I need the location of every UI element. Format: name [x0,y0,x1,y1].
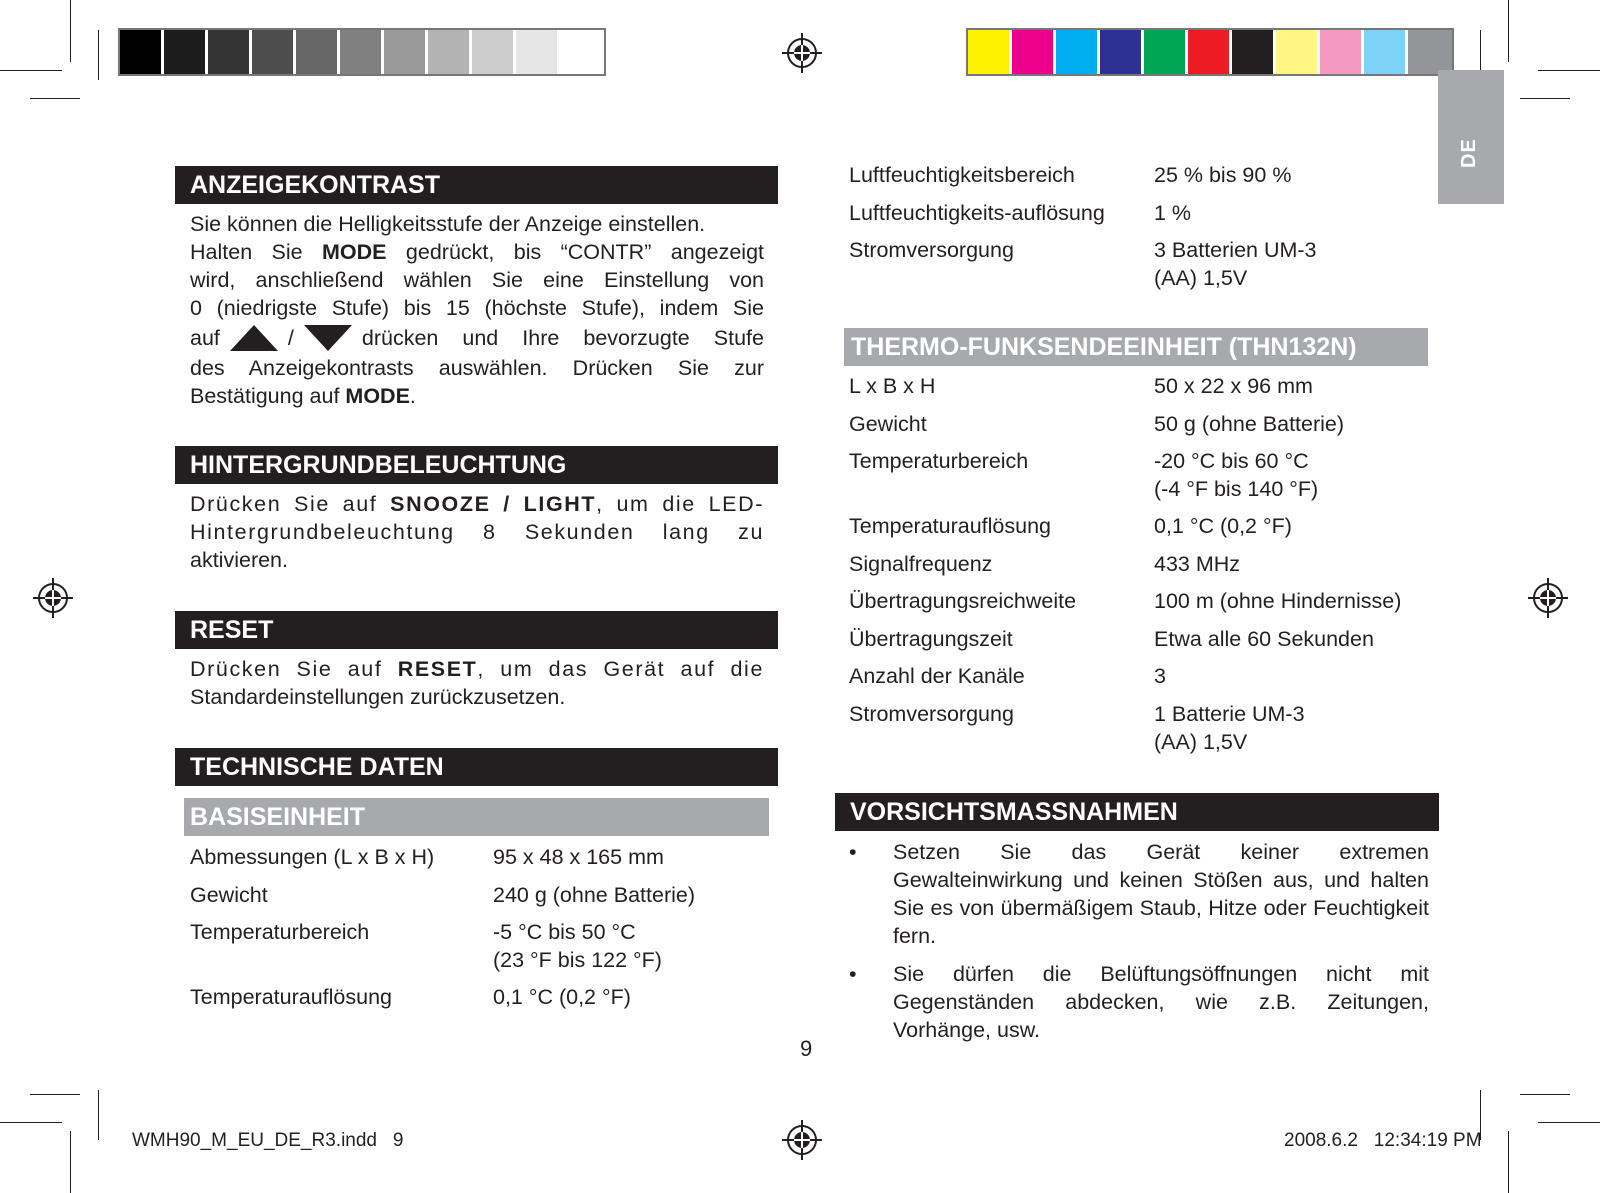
crop-mark [70,0,71,62]
crop-mark [1520,1094,1570,1095]
color-swatch [1188,30,1232,74]
kontrast-line: 0 (niedrigste Stufe) bis 15 (höchste Stufe), indem Sie [190,296,764,320]
crop-mark [1538,70,1600,71]
spec-label: Temperaturbereich [190,920,370,944]
kontrast-paragraph [190,210,764,410]
process-color-bar [966,28,1454,76]
spec-value: 3 Batterien UM-3 [1154,238,1317,262]
color-swatch [968,30,1012,74]
mode-key: MODE [322,240,387,264]
color-swatch [1100,30,1144,74]
backlight-paragraph [190,490,764,574]
spec-value-continued: (AA) 1,5V [1154,729,1248,754]
spec-value-continued: (-4 °F bis 140 °F) [1154,477,1319,501]
footer-timestamp: 2008.6.2 12:34:19 PM [1284,1130,1482,1151]
section-heading-backlight: HINTERGRUNDBELEUCHTUNG [175,446,778,484]
spec-value-continued: (23 °F bis 122 °F) [493,948,662,972]
crop-mark [1508,1131,1509,1193]
spec-label: Luftfeuchtigkeitsbereich [849,163,1075,187]
section-heading-precautions: VORSICHTSMASSNAHMEN [835,793,1439,831]
language-tab-label: DE [1458,138,1480,168]
crop-mark [70,1131,71,1193]
registration-mark-icon [33,578,73,618]
spec-value: -20 °C bis 60 °C [1154,449,1309,473]
spec-value: 0,1 °C (0,2 °F) [493,985,631,1009]
kontrast-line: wird, anschließend wählen Sie eine Einstellung von [190,268,764,292]
color-swatch [1144,30,1188,74]
color-swatch [1276,30,1320,74]
color-swatch [296,30,340,74]
spec-value: 3 [1154,664,1166,688]
spec-label: Luftfeuchtigkeits-auflösung [849,200,1105,225]
spec-label: Stromversorgung [849,238,1014,262]
color-swatch [560,30,604,74]
spec-label: Gewicht [849,411,927,436]
color-swatch [1012,30,1056,74]
kontrast-line: Sie können die Helligkeitsstufe der Anzeige einstellen. [190,212,706,236]
reset-line: Standardeinstellungen zurückzusetzen. [190,685,566,709]
spec-label: Stromversorgung [849,701,1014,726]
reset-key: RESET [397,657,478,681]
kontrast-line: auf / drücken und Ihre bevorzugte Stufe [190,326,764,350]
mode-key: MODE [345,384,410,408]
crop-mark [1508,0,1509,62]
spec-value: 50 x 22 x 96 mm [1154,374,1313,398]
spec-value: 50 g (ohne Batterie) [1154,411,1345,436]
color-swatch [208,30,252,74]
subheading-base-unit: BASISEINHEIT [184,798,769,836]
spec-label: Signalfrequenz [849,551,993,576]
snooze-light-key: SNOOZE / LIGHT [390,492,597,516]
spec-label: Temperaturbereich [849,449,1029,473]
spec-label: L x B x H [849,374,936,398]
spec-value: 95 x 48 x 165 mm [493,845,664,869]
kontrast-line: Bestätigung auf MODE. [190,384,416,408]
crop-mark [0,70,62,71]
color-swatch [1320,30,1364,74]
color-swatch [164,30,208,74]
spec-label: Übertragungszeit [849,626,1013,651]
section-heading-reset: RESET [175,611,778,649]
crop-mark [98,1090,99,1140]
registration-mark-icon [782,1120,822,1160]
crop-mark [30,1094,80,1095]
bullet-icon: • [849,962,857,986]
spec-value: -5 °C bis 50 °C [493,920,636,944]
reset-paragraph [190,655,764,711]
spec-value: 1 Batterie UM-3 [1154,701,1305,726]
spec-label: Temperaturauflösung [190,985,392,1009]
spec-value-continued: (AA) 1,5V [1154,266,1248,290]
color-swatch [1408,30,1452,74]
precaution-text: Setzen Sie das Gerät keiner extremen Gewalteinwirkung und keinen Stößen aus, und halten Sie es von übermäßigem Staub, Hitze oder Feuchtigkeit fern. [893,840,1429,948]
section-heading-tech: TECHNISCHE DATEN [175,748,778,786]
registration-mark-icon [782,33,822,73]
color-swatch [428,30,472,74]
section-heading-thermo: THERMO-FUNKSENDEEINHEIT (THN132N) [844,328,1428,366]
reset-line: Drücken Sie auf RESET, um das Gerät auf die [190,657,764,681]
down-arrow-icon [304,325,352,351]
spec-value: 1 % [1154,200,1192,225]
spec-value: 433 MHz [1154,551,1241,576]
footer-file-name: WMH90_M_EU_DE_R3.indd 9 [132,1130,404,1151]
bullet-icon: • [849,840,857,864]
crop-mark [1520,98,1570,99]
spec-value: 240 g (ohne Batterie) [493,882,695,907]
up-arrow-icon [230,325,278,351]
backlight-line: Drücken Sie auf SNOOZE / LIGHT, um die LED- [190,492,764,516]
color-swatch [516,30,560,74]
spec-label: Temperaturauflösung [849,514,1051,538]
spec-label: Anzahl der Kanäle [849,664,1025,688]
color-swatch [1232,30,1276,74]
color-swatch [252,30,296,74]
crop-mark [1538,1122,1600,1123]
language-tab [1438,70,1504,204]
precaution-text: Sie dürfen die Belüftungsöffnungen nicht mit Gegenständen abdecken, wie z.B. Zeitungen, Vorhänge, usw. [893,962,1429,1042]
crop-mark [30,98,80,99]
grayscale-color-bar [118,28,606,76]
spec-label: Übertragungsreichweite [849,589,1077,613]
spec-value: 25 % bis 90 % [1154,163,1292,187]
kontrast-line: des Anzeigekontrasts auswählen. Drücken Sie zur [190,356,764,380]
spec-label: Gewicht [190,882,268,907]
crop-mark [0,1122,62,1123]
spec-label: Abmessungen (L x B x H) [190,845,435,869]
color-swatch [384,30,428,74]
backlight-line: aktivieren. [190,548,288,572]
spec-value: Etwa alle 60 Sekunden [1154,626,1374,651]
section-heading-kontrast: ANZEIGEKONTRAST [175,166,778,204]
color-swatch [120,30,164,74]
page-number: 9 [800,1036,813,1061]
color-swatch [340,30,384,74]
spec-value: 100 m (ohne Hindernisse) [1154,589,1402,613]
color-swatch [1364,30,1408,74]
spec-value: 0,1 °C (0,2 °F) [1154,514,1292,538]
color-swatch [1056,30,1100,74]
registration-mark-icon [1528,578,1568,618]
crop-mark [98,30,99,80]
backlight-line: Hintergrundbeleuchtung 8 Sekunden lang zu [190,520,764,544]
kontrast-line: Halten Sie MODE gedrückt, bis “CONTR” angezeigt [190,240,765,264]
color-swatch [472,30,516,74]
